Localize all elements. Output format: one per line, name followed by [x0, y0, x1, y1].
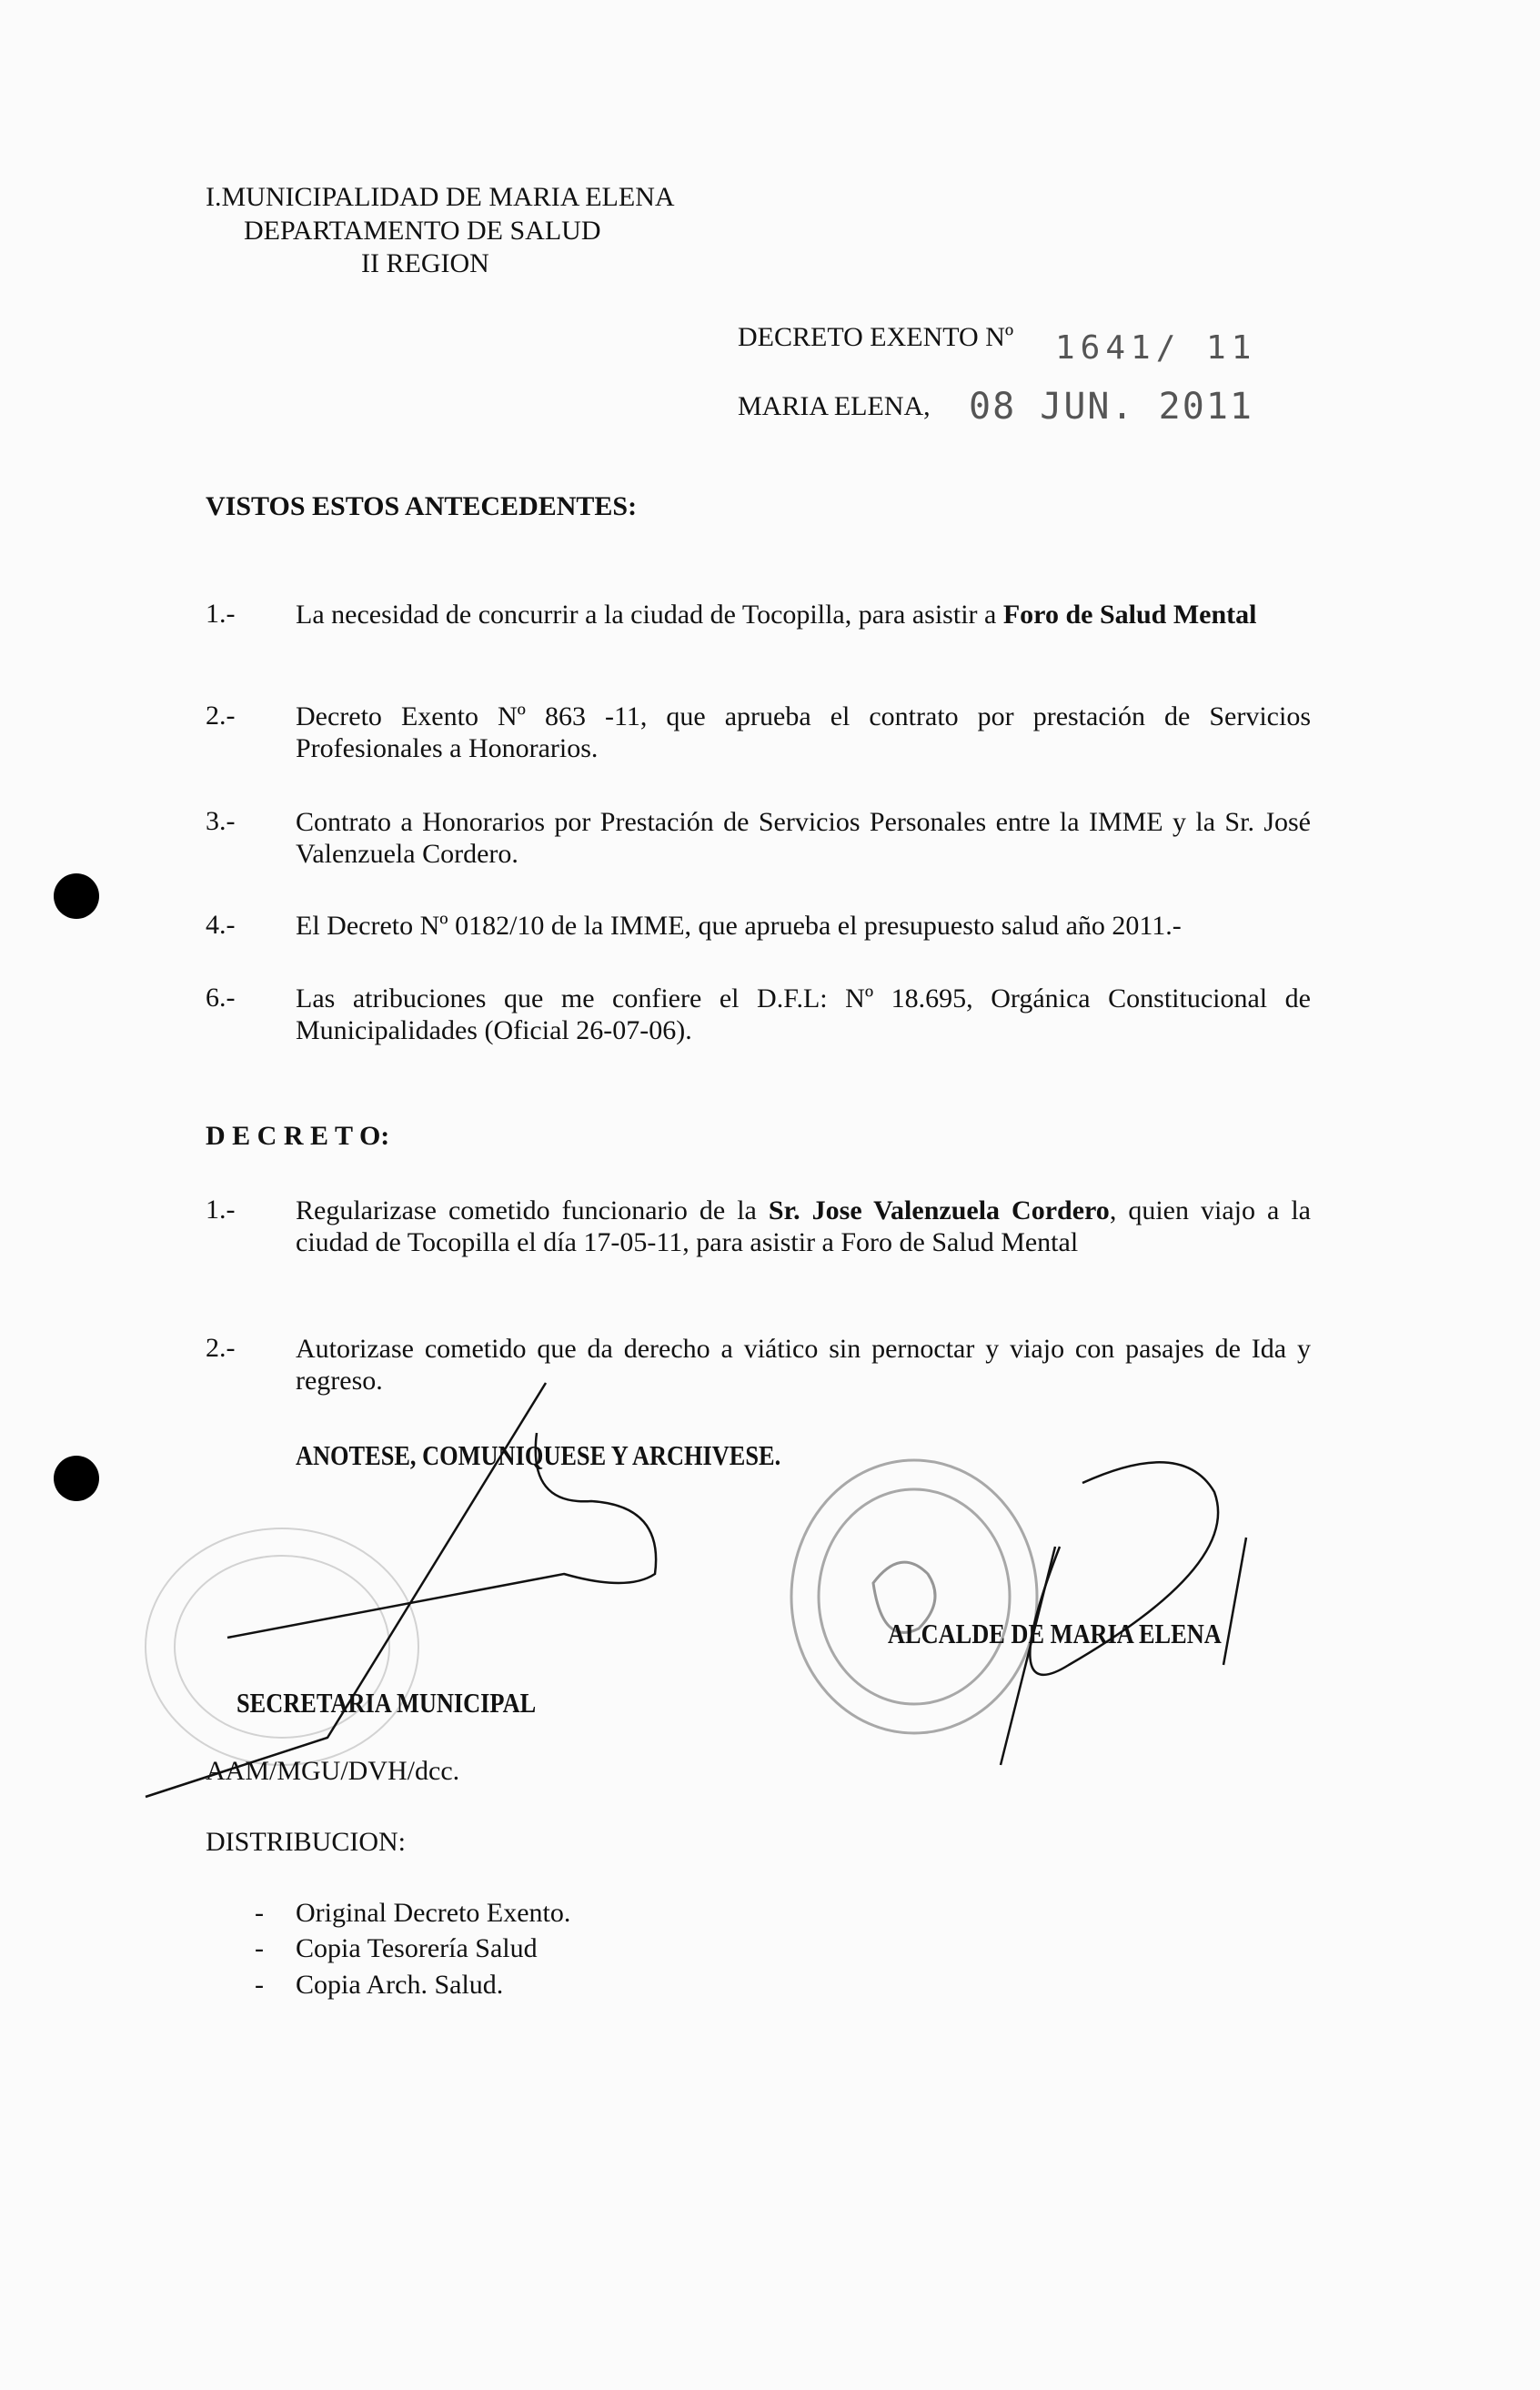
list-item: Autorizase cometido que da derecho a viático sin pernoctar y viajo con pasajes de Ida y regreso. — [296, 1334, 1311, 1396]
alcaldia-seal — [791, 1460, 1037, 1733]
list-item: El Decreto Nº 0182/10 de la IMME, que aprueba el presupuesto salud año 2011.- — [296, 911, 1182, 941]
item-number: 3.- — [206, 806, 236, 836]
list-item — [296, 1195, 1311, 1258]
decree-number-label: DECRETO EXENTO Nº — [738, 322, 1014, 352]
item-bold-text: Sr. Jose Valenzuela Cordero — [768, 1195, 1110, 1225]
item-number: 1.- — [206, 1195, 236, 1225]
initials: AAM/MGU/DVH/dcc. — [206, 1756, 460, 1786]
item-bold-text: Foro de Salud Mental — [1002, 600, 1257, 630]
region-name: II REGION — [361, 248, 489, 278]
punch-hole — [54, 1456, 99, 1501]
list-item: Copia Arch. Salud. — [296, 1970, 504, 2000]
decree-number-stamp: 1641/ 11 — [1055, 329, 1257, 367]
decree-place: MARIA ELENA, — [738, 391, 931, 421]
secretaria-seal — [146, 1528, 418, 1765]
list-item — [296, 599, 1311, 630]
alcalde-text: ALCALDE DE MARIA ELENA — [888, 1618, 1222, 1649]
item-number: 2.- — [206, 1333, 236, 1363]
item-text: La necesidad de concurrir a la ciudad de Tocopilla, para asistir a — [296, 600, 1003, 630]
distribution-heading: DISTRIBUCION: — [206, 1827, 407, 1857]
item-number: 6.- — [206, 983, 236, 1013]
item-text: Regularizase cometido funcionario de la — [296, 1195, 769, 1225]
item-text: , quien viajo a la ciudad de Tocopilla el día 17-05-11, para asistir a Foro de Salud Mental — [296, 1195, 1311, 1257]
closing-formula — [296, 1439, 866, 1472]
municipality-name: I.MUNICIPALIDAD DE MARIA ELENA — [206, 182, 675, 212]
list-item: Contrato a Honorarios por Prestación de Servicios Personales entre la IMME y la Sr. José Valenzuela Cordero. — [296, 807, 1311, 869]
punch-hole — [54, 873, 99, 919]
alcalde-title — [888, 1618, 1280, 1650]
decreto-heading: D E C R E T O: — [206, 1121, 390, 1151]
list-item: Copia Tesorería Salud — [296, 1933, 538, 1963]
list-item: Decreto Exento Nº 863 -11, que aprueba el contrato por prestación de Servicios Profesionales a Honorarios. — [296, 701, 1311, 763]
item-number: 2.- — [206, 701, 236, 731]
closing-text: ANOTESE, COMUNIQUESE Y ARCHIVESE. — [296, 1439, 781, 1471]
secretaria-text: SECRETARIA MUNICIPAL — [237, 1687, 537, 1719]
dash: - — [255, 1970, 264, 2000]
dash: - — [255, 1933, 264, 1963]
vistos-heading: VISTOS ESTOS ANTECEDENTES: — [206, 491, 638, 521]
item-number: 4.- — [206, 910, 236, 940]
department-name: DEPARTAMENTO DE SALUD — [244, 216, 601, 246]
list-item: Original Decreto Exento. — [296, 1898, 571, 1928]
list-item: Las atribuciones que me confiere el D.F.L: Nº 18.695, Orgánica Constitucional de Municipalidades (Oficial 26-07-06). — [296, 983, 1311, 1045]
decree-date-stamp: 08 JUN. 2011 — [969, 386, 1253, 428]
secretaria-title — [237, 1687, 589, 1719]
item-number: 1.- — [206, 599, 236, 629]
dash: - — [255, 1898, 264, 1928]
